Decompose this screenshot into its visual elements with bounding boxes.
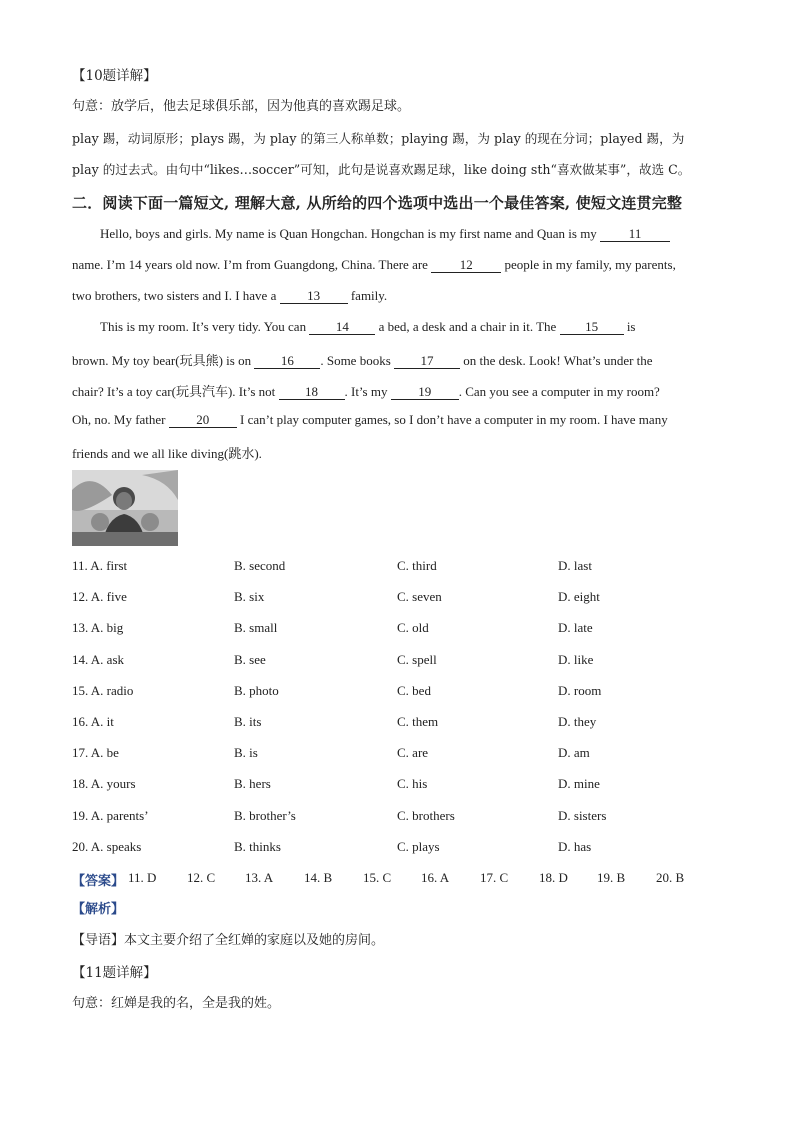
option-15-D: D. room [558, 683, 602, 698]
blank-15: 15 [560, 320, 624, 335]
answer-14: 14. B [304, 870, 333, 885]
option-15-C: C. bed [397, 683, 431, 698]
q10-explain-line-1: play 踢，动词原形；plays 踢，为 play 的第三人称单数；playing 踢，为 play 的现在分词；played 踢，为 [72, 131, 685, 146]
passage-text: chair? It’s a toy car(玩具汽车). It’s not [72, 384, 276, 399]
passage-text: name. I’m 14 years old now. I’m from Guangdong, China. There are [72, 257, 428, 272]
photo-image [72, 470, 178, 546]
passage-text: people in my family, my parents, [504, 257, 676, 272]
q10-meaning: 句意：放学后，他去足球俱乐部，因为他真的喜欢踢足球。 [72, 99, 411, 114]
option-17-B: B. is [234, 745, 258, 760]
section-2-title: 二．阅读下面一篇短文, 理解大意, 从所给的四个选项中选出一个最佳答案, 使短文连贯完整 [72, 194, 683, 212]
passage-line-3 [72, 288, 387, 304]
option-17-C: C. are [397, 745, 429, 760]
option-11-B: B. second [234, 558, 286, 573]
option-11-D: D. last [558, 558, 592, 573]
answer-17: 17. C [480, 870, 509, 885]
option-19-B: B. brother’s [234, 808, 296, 823]
passage-line-2 [72, 257, 676, 273]
option-14-A: 14. A. ask [72, 652, 124, 667]
answer-15: 15. C [363, 870, 392, 885]
blank-16: 16 [254, 354, 320, 369]
option-17-D: D. am [558, 745, 590, 760]
option-13-B: B. small [234, 620, 278, 635]
option-18-A: 18. A. yours [72, 776, 136, 791]
passage-line-7 [72, 412, 668, 428]
option-13-D: D. late [558, 620, 593, 635]
passage-text: This is my room. It’s very tidy. You can [100, 319, 307, 334]
option-18-D: D. mine [558, 776, 600, 791]
answer-row [72, 870, 124, 889]
option-20-C: C. plays [397, 839, 440, 854]
passage-text: brown. My toy bear(玩具熊) is on [72, 353, 252, 368]
option-13-C: C. old [397, 620, 429, 635]
blank-12: 12 [431, 258, 501, 273]
q10-explain-line-2: play 的过去式。由句中“likes…soccer”可知，此句是说喜欢踢足球，like doing sth“喜欢做某事”，故选 C。 [72, 162, 691, 177]
blank-14: 14 [309, 320, 375, 335]
answer-19: 19. B [597, 870, 626, 885]
passage-text: . It’s my [344, 384, 388, 399]
option-20-B: B. thinks [234, 839, 281, 854]
answer-11: 11. D [128, 870, 157, 885]
blank-20: 20 [169, 413, 237, 428]
option-13-A: 13. A. big [72, 620, 124, 635]
blank-19: 19 [391, 385, 459, 400]
passage-line-5 [72, 350, 653, 369]
passage-line-8: friends and we all like diving(跳水). [72, 446, 262, 461]
passage-text: . Some books [320, 353, 391, 368]
passage-text: two brothers, two sisters and I. I have a [72, 288, 277, 303]
passage-text: I can’t play computer games, so I don’t have a computer in my room. I have many [240, 412, 668, 427]
answer-12: 12. C [187, 870, 216, 885]
answer-13: 13. A [245, 870, 274, 885]
blank-18: 18 [279, 385, 345, 400]
q11-header: 【11题详解】 [72, 965, 157, 981]
option-17-A: 17. A. be [72, 745, 119, 760]
guide-text: 【导语】本文主要介绍了全红婵的家庭以及她的房间。 [72, 933, 385, 948]
option-12-A: 12. A. five [72, 589, 127, 604]
q11-meaning: 句意：红婵是我的名，全是我的姓。 [72, 996, 281, 1011]
option-19-C: C. brothers [397, 808, 455, 823]
passage-text: . Can you see a computer in my room? [458, 384, 660, 399]
option-15-B: B. photo [234, 683, 279, 698]
option-16-B: B. its [234, 714, 262, 729]
answer-16: 16. A [421, 870, 450, 885]
q10-header: 【10题详解】 [72, 68, 157, 84]
passage-text: family. [350, 288, 388, 303]
blank-17: 17 [394, 354, 460, 369]
option-18-B: B. hers [234, 776, 271, 791]
option-20-A: 20. A. speaks [72, 839, 142, 854]
option-12-C: C. seven [397, 589, 442, 604]
passage-line-6 [72, 381, 660, 400]
passage-line-4 [100, 319, 635, 335]
option-16-C: C. them [397, 714, 439, 729]
option-11-C: C. third [397, 558, 437, 573]
option-15-A: 15. A. radio [72, 683, 134, 698]
option-12-D: D. eight [558, 589, 600, 604]
passage-text: Hello, boys and girls. My name is Quan Hongchan. Hongchan is my first name and Quan is my [100, 226, 597, 241]
answer-18: 18. D [539, 870, 568, 885]
blank-11: 11 [600, 227, 670, 242]
passage-line-1 [100, 226, 670, 242]
blank-13: 13 [280, 289, 348, 304]
option-19-D: D. sisters [558, 808, 607, 823]
answer-20: 20. B [656, 870, 685, 885]
option-19-A: 19. A. parents’ [72, 808, 149, 823]
option-16-D: D. they [558, 714, 597, 729]
analysis-label: 【解析】 [72, 902, 125, 917]
option-14-C: C. spell [397, 652, 437, 667]
answer-label: 【答案】 [72, 873, 125, 888]
option-14-B: B. see [234, 652, 266, 667]
option-12-B: B. six [234, 589, 265, 604]
passage-text: Oh, no. My father [72, 412, 166, 427]
option-18-C: C. his [397, 776, 428, 791]
option-16-A: 16. A. it [72, 714, 114, 729]
passage-text: is [626, 319, 636, 334]
option-14-D: D. like [558, 652, 594, 667]
passage-text: a bed, a desk and a chair in it. The [378, 319, 557, 334]
diver-photo [72, 470, 178, 546]
passage-text: on the desk. Look! What’s under the [463, 353, 653, 368]
option-20-D: D. has [558, 839, 592, 854]
option-11-A: 11. A. first [72, 558, 128, 573]
